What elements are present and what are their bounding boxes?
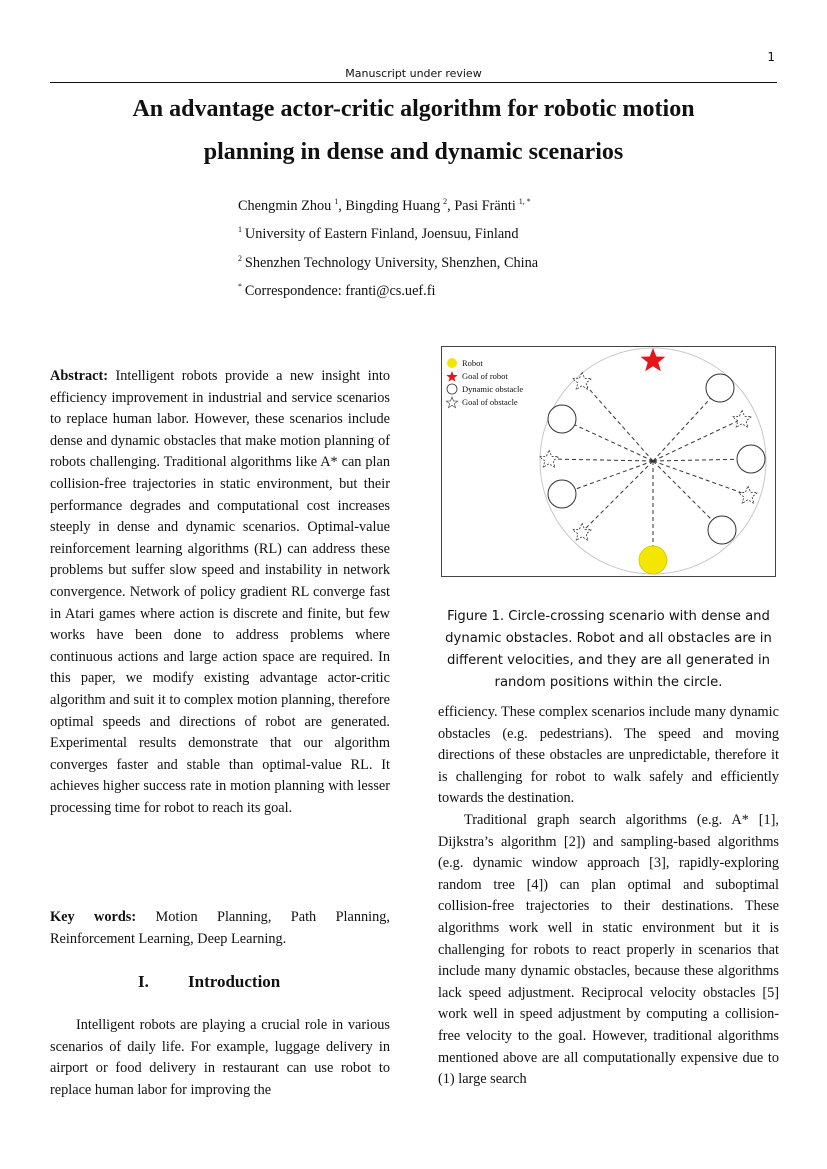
header-rule	[50, 82, 777, 83]
author-name: Chengmin Zhou	[238, 197, 332, 214]
correspondence: * Correspondence: franti@cs.uef.fi	[238, 281, 436, 299]
keywords-text: Motion Planning, Path Planning, Reinforcement Learning, Deep Learning.	[50, 909, 390, 947]
paragraph: efficiency. These complex scenarios include many dynamic obstacles (e.g. pedestrians). The speed and moving directions of these obstacles are unpredictable, therefore it is challenging for robot to walk safely and efficiently towards the destination.	[438, 704, 779, 807]
trajectory-line	[582, 381, 653, 461]
abstract	[50, 366, 390, 819]
obstacle-goal-star	[739, 486, 758, 504]
abstract-label: Abstract:	[50, 368, 108, 384]
title-line-1: An advantage actor-critic algorithm for robotic motion	[132, 96, 695, 122]
trajectory-line	[653, 388, 720, 461]
dynamic-obstacle	[548, 405, 576, 433]
figure-legend	[446, 358, 523, 408]
legend-label: Goal of obstacle	[462, 397, 518, 407]
figure-1	[441, 346, 776, 577]
trajectory-line	[582, 461, 653, 532]
legend-label: Dynamic obstacle	[462, 384, 524, 394]
page-number: 1	[767, 50, 775, 64]
obstacle-goal-star	[573, 372, 592, 390]
obstacle-goal-star	[733, 410, 752, 428]
paragraph: Traditional graph search algorithms (e.g. A* [1], Dijkstra’s algorithm [2]) and sampling-based algorithms (e.g. dynamic window approach [3], rapidly-exploring random tree [4]) can plan optimal and suboptimal collision-free trajectories to their destinations. These algorithms work well in static environment but it is challenging for robots to react properly in scenarios that include many dynamic obstacles, because these algorithms lack speed adjustment. Reciprocal velocity obstacles [5] work well in speed adjustment by computing a collision-free velocity to the goal. However, traditional algorithms mentioned above are all computationally expensive due to (1) large search	[438, 811, 779, 1088]
legend-obstacle-goal-swatch	[446, 397, 457, 408]
intro-paragraph: Intelligent robots are playing a crucial role in various scenarios of daily life. For example, luggage delivery in airport or food delivery in restaurant can use robot to replace human labor for improving the	[50, 1017, 390, 1098]
robot	[639, 546, 667, 574]
figure-1-caption: Figure 1. Circle-crossing scenario with dense and dynamic obstacles. Robot and all obstacles are in different velocities, and they are all generated in random positions within the circle.	[445, 609, 772, 690]
running-header: Manuscript under review	[345, 67, 482, 80]
legend-label: Goal of robot	[462, 371, 508, 381]
body-text-right	[438, 702, 779, 1091]
dynamic-obstacle	[737, 445, 765, 473]
abstract-text: Intelligent robots provide a new insight into efficiency improvement in industrial and service scenarios to replace human labor. However, these scenarios include dense and dynamic obstacles that make motion planning of robots challenging. Traditional algorithms like A* can plan collision-free trajectories in static environment, but their performance degrades and computational cost increases steeply in dense and dynamic scenarios. Optimal-value reinforcement learning algorithms (RL) can address these problems but suffer slow speed and instability in network convergence. Network of policy gradient RL converge fast in Atari games where action is discrete and finite, but few works have been done to address problems where continuous actions and large action space are required. In this paper, we modify existing advantage actor-critic algorithm and suit it to complex motion planning, therefore optimal speeds and directions of robot are generated. Experimental results demonstrate that our algorithm converges faster and stable than optimal-value RL. It achieves higher success rate in motion planning with lesser processing time for robot to reach its goal.	[50, 368, 391, 816]
dynamic-obstacle	[706, 374, 734, 402]
author-name: Bingding Huang	[345, 197, 441, 214]
author-sup: 2	[443, 197, 448, 206]
trajectory-line	[549, 459, 653, 461]
keywords-label: Key words:	[50, 909, 137, 925]
trajectory-line	[653, 419, 742, 461]
legend-goal-swatch	[446, 371, 457, 382]
trajectory-line	[562, 461, 653, 494]
title-line-2: planning in dense and dynamic scenarios	[203, 139, 624, 165]
legend-label: Robot	[462, 358, 483, 368]
trajectory-line	[653, 461, 748, 495]
author-sup: 1	[334, 197, 339, 206]
author-name: Pasi Fränti	[454, 197, 516, 214]
affiliation: $^1$ University of Eastern Finland, Joensuu, Finland	[238, 225, 519, 243]
affiliation: $^2$ Shenzhen Technology University, Shenzhen, China	[238, 253, 539, 271]
figure-1-diagram	[442, 347, 775, 576]
trajectory-line	[653, 461, 722, 530]
keywords	[50, 907, 390, 950]
trajectory-line	[562, 419, 653, 461]
trajectory-line	[653, 459, 751, 461]
dynamic-obstacle	[548, 480, 576, 508]
obstacle-goal-star	[540, 450, 559, 468]
robot-goal-star	[641, 348, 666, 371]
author-sup: 1, *	[518, 197, 531, 206]
dynamic-obstacle	[708, 516, 736, 544]
author-block	[238, 190, 538, 303]
legend-obstacle-swatch	[447, 384, 457, 394]
paper-title	[60, 88, 767, 174]
author-list: Chengmin Zhou $^1$, Bingding Huang $^2$, Pasi Fränti $^{1, *}$	[238, 197, 531, 214]
section-number: I.	[138, 972, 149, 991]
legend-robot-swatch	[447, 358, 457, 368]
section-title: Introduction	[188, 972, 281, 991]
